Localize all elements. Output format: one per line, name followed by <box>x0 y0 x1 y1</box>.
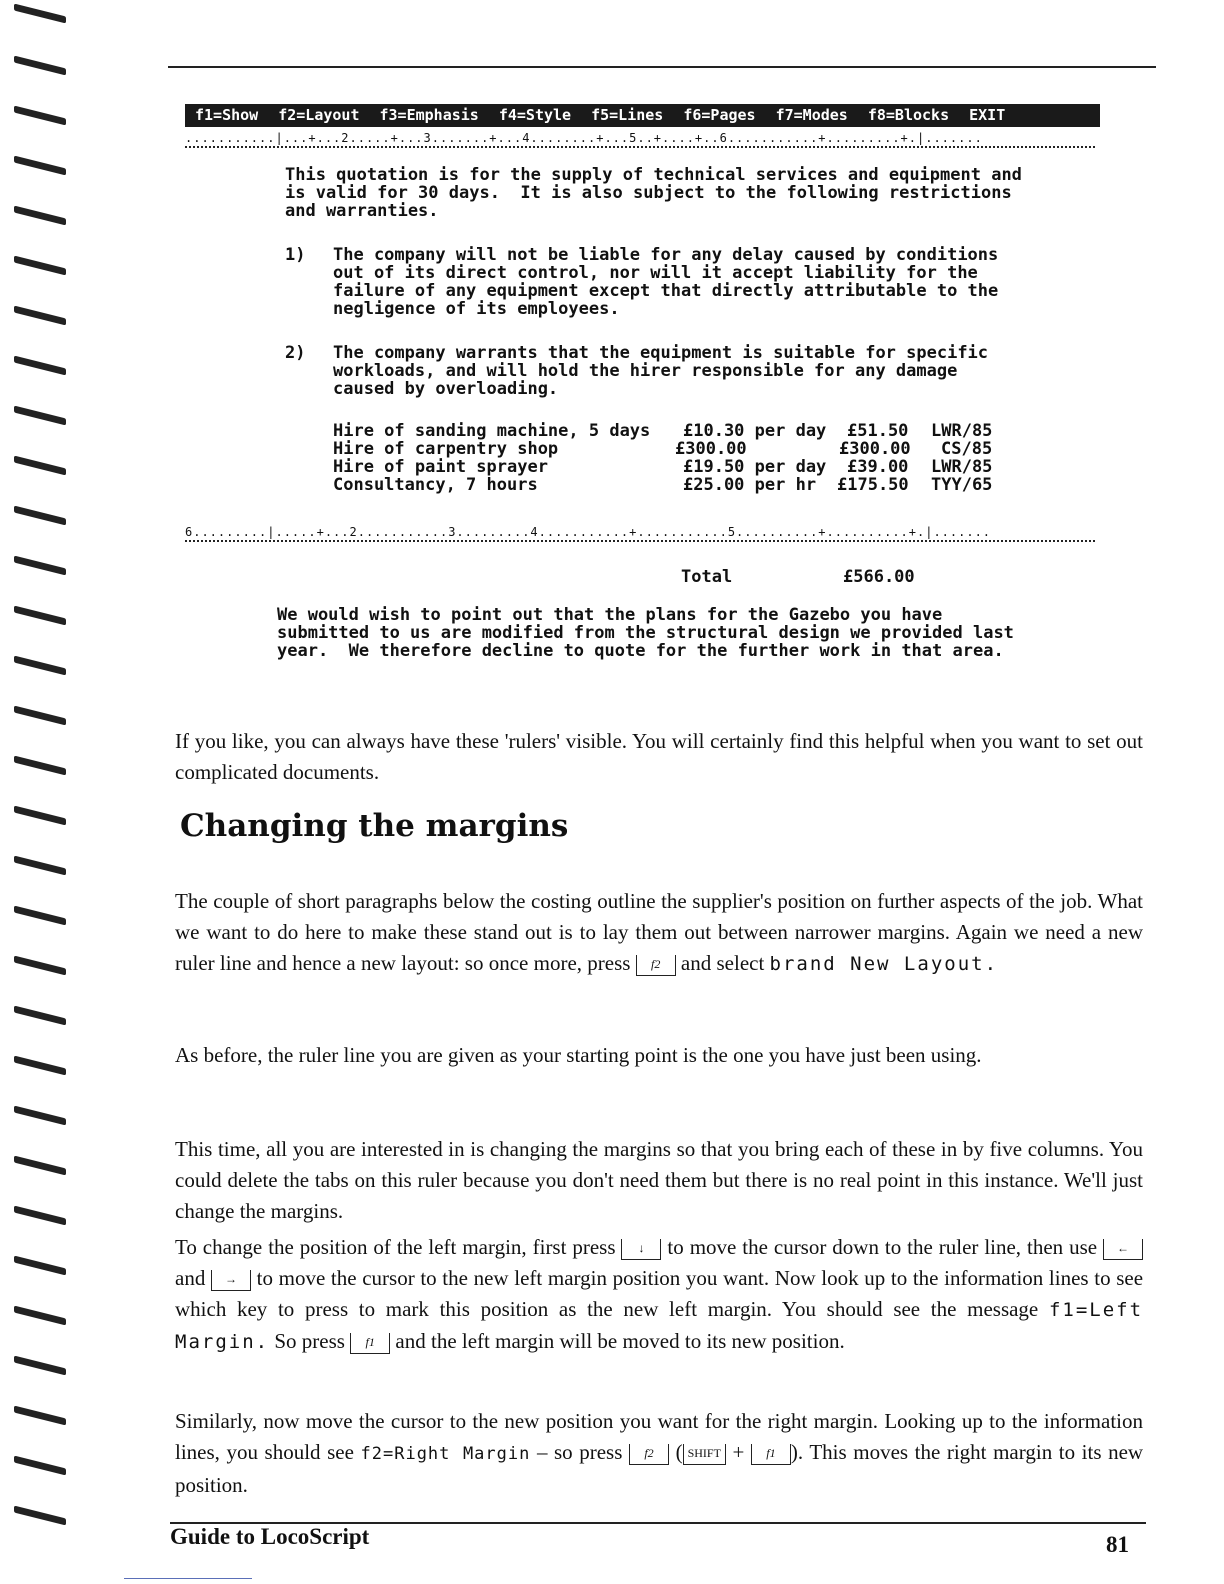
menu-exit[interactable]: EXIT <box>969 106 1006 124</box>
menu-show[interactable]: f1=Show <box>195 106 259 124</box>
para4-text: and <box>175 1266 206 1290</box>
cost-desc: Hire of carpentry shop <box>333 439 559 459</box>
menu-option-brand-new-layout: brand New Layout. <box>769 953 999 975</box>
plus-sign: + <box>732 1440 745 1464</box>
f1-key: f1 <box>751 1444 791 1465</box>
cost-code: LWR/85 <box>931 421 993 441</box>
intro-line: is valid for 30 days. It is also subject to the following restrictions <box>285 183 1012 203</box>
cost-code: CS/85 <box>941 439 993 459</box>
para4-text: and the left margin will be moved to its new position. <box>395 1329 845 1353</box>
paragraph-rulers: If you like, you can always have these 'rulers' visible. You will certainly find this helpful when you want to set out complicated documents. <box>175 729 1143 784</box>
f2-key: f2 <box>629 1444 669 1465</box>
section-heading: Changing the margins <box>180 808 569 844</box>
closing-line: We would wish to point out that the plans for the Gazebo you have <box>277 605 943 625</box>
cost-amount: £39.00 <box>847 457 909 477</box>
paragraph-4 <box>175 1232 1143 1358</box>
message-right-margin: f2=Right Margin <box>360 1444 531 1464</box>
cost-amount: £51.50 <box>847 421 909 441</box>
item1-line: failure of any equipment except that directly attributable to the <box>333 281 999 301</box>
intro-line: and warranties. <box>285 201 439 221</box>
cost-desc: Consultancy, 7 hours <box>333 475 538 495</box>
message-left-margin: f1=Left Margin. <box>175 1299 1144 1353</box>
closing-line: submitted to us are modified from the structural design we provided last <box>277 623 1014 643</box>
item1-number: 1) <box>285 245 306 265</box>
item2-line: caused by overloading. <box>333 379 559 399</box>
footer-title: Guide to LocoScript <box>170 1524 370 1549</box>
f1-key: f1 <box>350 1333 390 1354</box>
cost-rate: £19.50 per day <box>683 457 827 477</box>
item2-number: 2) <box>285 343 306 363</box>
para4-text: So press <box>274 1329 345 1353</box>
menu-lines[interactable]: f5=Lines <box>591 106 664 124</box>
f2-key: f2 <box>636 955 676 976</box>
top-rule <box>168 66 1156 68</box>
cost-amount: £175.50 <box>837 475 909 495</box>
ruler-line-bottom: 6.........|.....+...2...........3.........4...........+...........5..........+..........+.|....... <box>185 524 1095 542</box>
closing-line: year. We therefore decline to quote for the further work in that area. <box>277 641 1004 661</box>
intro-line: This quotation is for the supply of technical services and equipment and <box>285 165 1022 185</box>
cost-rate: £25.00 per hr <box>683 475 817 495</box>
item2-line: workloads, and will hold the hirer responsible for any damage <box>333 361 958 381</box>
total-value: £566.00 <box>843 567 915 587</box>
paragraph-3: This time, all you are interested in is changing the margins so that you bring each of these in by five columns. You could delete the tabs on this ruler because you don't need them but there is no real point in this instance. We'll just change the margins. <box>175 1137 1143 1223</box>
cost-rate: £10.30 per day <box>683 421 827 441</box>
paragraph-1 <box>175 886 1143 980</box>
binding-marks <box>0 0 110 1584</box>
total-label: Total <box>681 567 733 587</box>
para5-text: – so press <box>536 1440 623 1464</box>
cursor-left-key: ← <box>1103 1239 1143 1260</box>
paragraph-2: As before, the ruler line you are given as your starting point is the one you have just been using. <box>175 1043 982 1067</box>
para5-text: Similarly, now move the cursor to the new position you want for the right margin. Looking up to the information lines, you should see <box>175 1409 1143 1464</box>
para4-text: to move the cursor to the new left margin position you want. Now look up to the information lines to see which key to press to mark this position as the new left margin. You should see the message <box>175 1266 1144 1321</box>
para4-text: To change the position of the left margin, first press <box>175 1235 616 1259</box>
cursor-down-key: ↓ <box>621 1239 661 1260</box>
cursor-right-key: → <box>211 1270 251 1291</box>
cost-code: TYY/65 <box>931 475 993 495</box>
para1-text: The couple of short paragraphs below the costing outline the supplier's position on further aspects of the job. What we want to do here to make these stand out is to lay them out between narrower margins. Again we need a new ruler line and hence a new layout: so once more, press <box>175 889 1143 975</box>
menu-pages[interactable]: f6=Pages <box>683 106 756 124</box>
menu-blocks[interactable]: f8=Blocks <box>867 106 950 124</box>
shift-key: SHIFT <box>683 1444 726 1465</box>
cost-amount: £300.00 <box>839 439 911 459</box>
paragraph-5 <box>175 1406 1143 1501</box>
item1-line: negligence of its employees. <box>333 299 620 319</box>
para4-text: to move the cursor down to the ruler line, then use <box>667 1235 1098 1259</box>
item1-line: The company will not be liable for any delay caused by conditions <box>333 245 999 265</box>
cost-code: LWR/85 <box>931 457 993 477</box>
cost-desc: Hire of sanding machine, 5 days <box>333 421 651 441</box>
function-key-menubar <box>185 104 1100 127</box>
ruler-line-top: ...........|...+...2.....+...3.......+...4........+...5..+....+..6...........+.........+.|....... <box>185 130 1095 148</box>
open-paren: ( <box>675 1440 683 1464</box>
menu-layout[interactable]: f2=Layout <box>278 106 360 124</box>
menu-style[interactable]: f4=Style <box>498 106 572 124</box>
menu-modes[interactable]: f7=Modes <box>775 106 848 124</box>
para1-text: and select <box>680 951 765 975</box>
cost-desc: Hire of paint sprayer <box>333 457 548 477</box>
cost-rate: £300.00 <box>675 439 747 459</box>
menu-emphasis[interactable]: f3=Emphasis <box>379 106 479 124</box>
screen-capture <box>185 100 1100 700</box>
footer-link-line <box>124 1578 252 1579</box>
para5-text: ). This moves the right margin to its new position. <box>175 1440 1144 1497</box>
item2-line: The company warrants that the equipment is suitable for specific <box>333 343 989 363</box>
page-number: 81 <box>1106 1532 1129 1557</box>
item1-line: out of its direct control, nor will it accept liability for the <box>333 263 978 283</box>
